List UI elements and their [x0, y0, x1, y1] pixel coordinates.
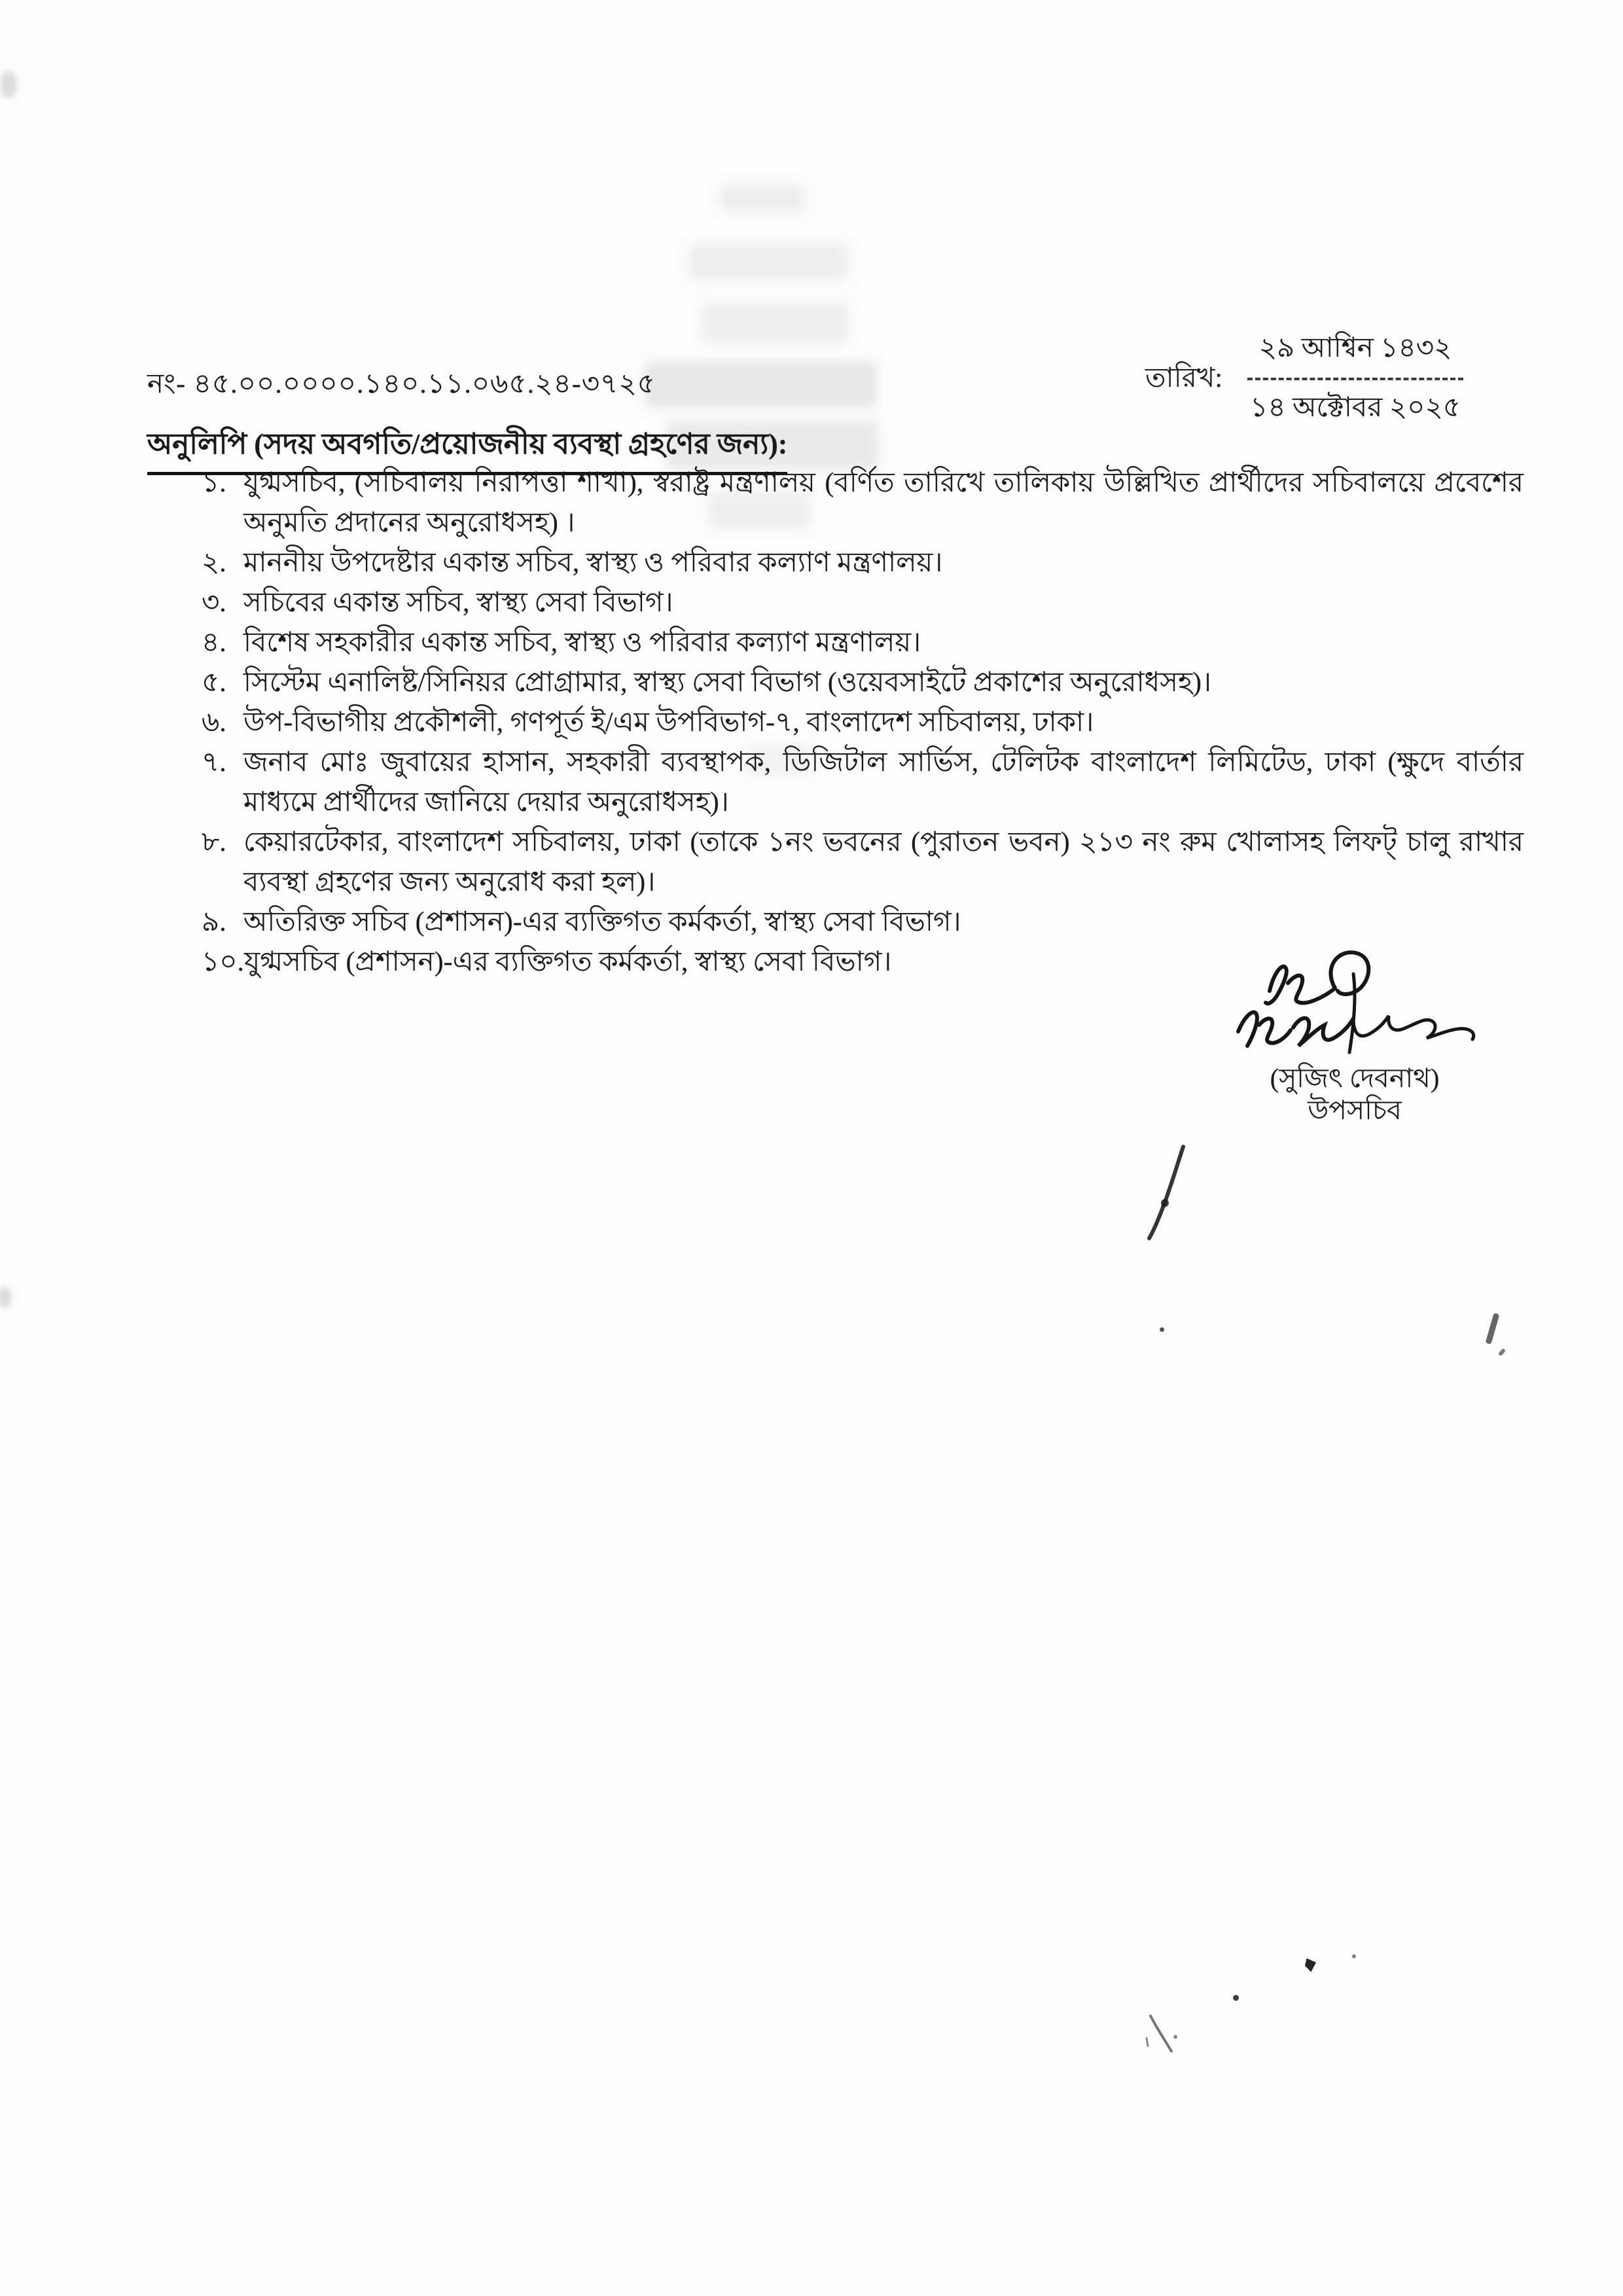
- recipient-text: সিস্টেম এনালিষ্ট/সিনিয়র প্রোগ্রামার, স্বাস্থ্য সেবা বিভাগ (ওয়েবসাইটে প্রকাশের অনুরোধসহ)।: [243, 668, 1212, 698]
- recipient-number: ৬.: [202, 708, 226, 738]
- ghost-blob: [702, 302, 849, 343]
- recipient-text: উপ-বিভাগীয় প্রকৌশলী, গণপূর্ত ই/এম উপবিভাগ-৭, বাংলাদেশ সচিবালয়, ঢাকা।: [243, 708, 1094, 738]
- ghost-blob: [688, 243, 849, 280]
- recipient-text: যুগ্মসচিব, (সচিবালয় নিরাপত্তা শাখা), স্বরাষ্ট্র মন্ত্রণালয় (বর্ণিত তারিখে তালিকায় উল্লিখিত প্রার্থীদের সচিবালয়ে প্রবেশের অনুমতি প্রদানের অনুরোধসহ) ।: [243, 468, 1524, 538]
- gregorian-date: ১৪ অক্টোবর ২০২৫: [1247, 378, 1463, 432]
- signatory-title: উপসচিব: [1308, 1095, 1402, 1125]
- recipient-item: [202, 703, 1524, 743]
- recipient-text: যুগ্মসচিব (প্রশাসন)-এর ব্যক্তিগত কর্মকর্তা, স্বাস্থ্য সেবা বিভাগ।: [244, 947, 892, 977]
- reference-number: নং- ৪৫.০০.০০০০.১৪০.১১.০৬৫.২৪-৩৭২৫: [147, 369, 656, 399]
- recipient-item: [202, 623, 1524, 663]
- recipient-number: ৭.: [202, 747, 226, 778]
- recipient-number: ৪.: [202, 628, 226, 658]
- recipient-number: ৮.: [202, 827, 226, 857]
- recipient-text: বিশেষ সহকারীর একান্ত সচিব, স্বাস্থ্য ও পরিবার কল্যাণ মন্ত্রণালয়।: [243, 628, 921, 658]
- scan-speck: [1233, 1995, 1239, 2001]
- ghost-blob: [720, 185, 805, 212]
- recipient-text: কেয়ারটেকার, বাংলাদেশ সচিবালয়, ঢাকা (তাকে ১নং ভবনের (পুরাতন ভবন) ২১৩ নং রুম খোলাসহ লিফট্ চালু রাখার ব্যবস্থা গ্রহণের জন্য অনুরোধ করা হল)।: [243, 827, 1524, 897]
- recipient-number: ১০.: [202, 947, 245, 977]
- copy-heading: অনুলিপি (সদয় অবগতি/প্রয়োজনীয় ব্যবস্থা গ্রহণের জন্য):: [147, 422, 787, 475]
- scan-speck: [1352, 1954, 1356, 1958]
- pen-slash-mark: [1143, 1143, 1190, 1242]
- scan-speck: [1486, 1313, 1500, 1345]
- date-stack: [1234, 326, 1476, 432]
- recipients-list: [202, 463, 1524, 982]
- recipient-item: [202, 463, 1524, 543]
- scan-smudge: [0, 71, 17, 98]
- scan-smudge: [0, 1287, 12, 1308]
- scan-speck: [1305, 1958, 1316, 1972]
- scan-speck: [1160, 1327, 1164, 1332]
- recipient-item: [202, 543, 1524, 583]
- scan-speck: [1498, 1348, 1506, 1356]
- recipient-number: ৩.: [202, 588, 226, 618]
- ghost-blob: [645, 361, 877, 408]
- scribble-mark: [1140, 2009, 1186, 2062]
- recipient-text: সচিবের একান্ত সচিব, স্বাস্থ্য সেবা বিভাগ।: [243, 588, 673, 618]
- bangla-date: ২৯ আশ্বিন ১৪৩২: [1258, 333, 1452, 363]
- date-label: তারিখ:: [1145, 363, 1223, 393]
- recipient-text: জনাব মোঃ জুবায়ের হাসান, সহকারী ব্যবস্থাপক, ডিজিটাল সার্ভিস, টেলিটক বাংলাদেশ লিমিটেড, ঢাকা (ক্ষুদে বার্তার মাধ্যমে প্রার্থীদের জানিয়ে দেয়ার অনুরোধসহ)।: [243, 747, 1524, 817]
- recipient-item: [202, 903, 1524, 942]
- recipient-text: অতিরিক্ত সচিব (প্রশাসন)-এর ব্যক্তিগত কর্মকর্তা, স্বাস্থ্য সেবা বিভাগ।: [243, 907, 961, 937]
- signature-block: [1198, 948, 1512, 1126]
- recipient-number: ৯.: [202, 907, 226, 937]
- signatory-name: (সুজিৎ দেবনাথ): [1270, 1063, 1440, 1093]
- recipient-text: মাননীয় উপদেষ্টার একান্ত সচিব, স্বাস্থ্য ও পরিবার কল্যাণ মন্ত্রণালয়।: [243, 548, 943, 578]
- recipient-item: [202, 663, 1524, 703]
- recipient-item: [202, 583, 1524, 623]
- recipient-number: ৫.: [202, 668, 226, 698]
- date-block: [1145, 326, 1476, 432]
- recipient-item: [202, 823, 1524, 903]
- recipient-number: ২.: [202, 548, 226, 578]
- signature-icon: [1225, 948, 1513, 1062]
- recipient-item: [202, 743, 1524, 823]
- recipient-number: ১.: [202, 468, 226, 498]
